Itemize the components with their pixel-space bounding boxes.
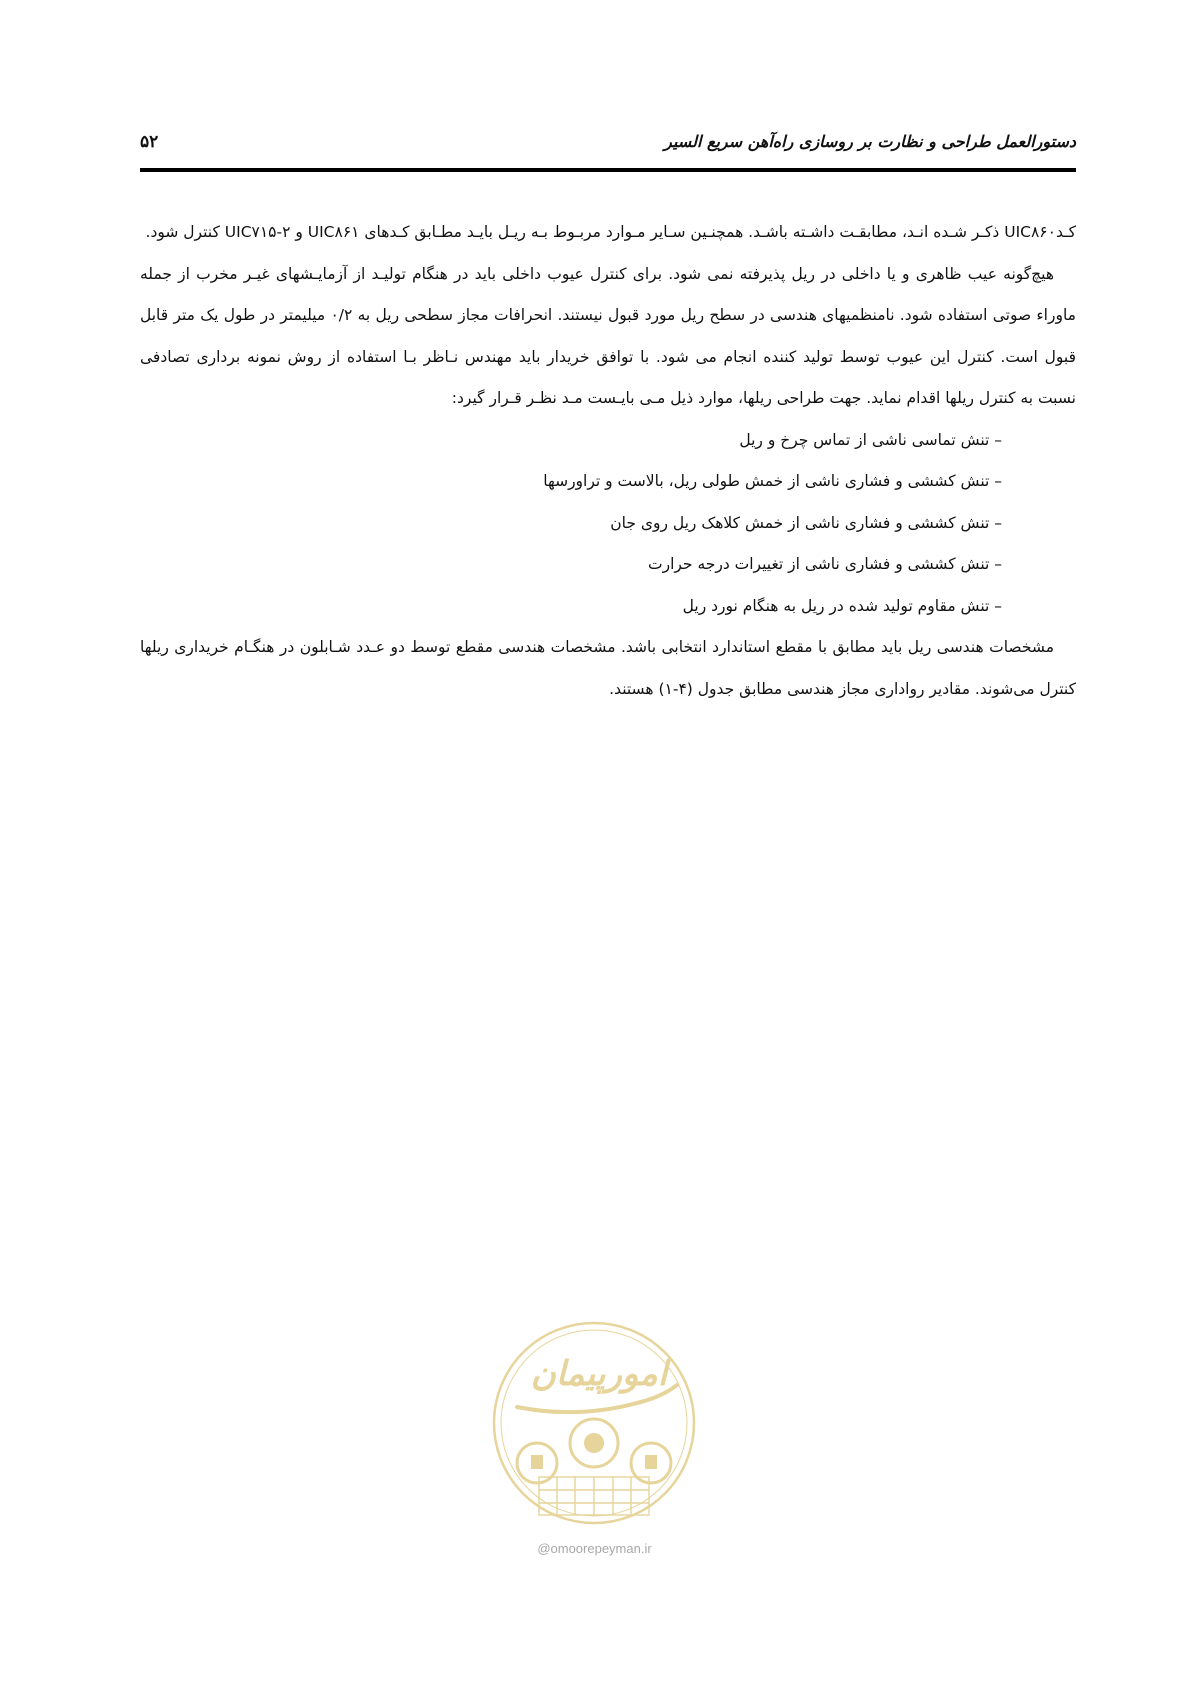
list-item: – تنش کششی و فشاری ناشی از خمش کلاهک ریل روی جان [610, 513, 1002, 532]
page-header [140, 128, 1076, 168]
watermark-url: @omoorepeyman.ir [537, 1541, 652, 1556]
running-title: دستورالعمل طراحی و نظارت بر روسازی راه‌آهن سریع السیر [664, 132, 1076, 151]
watermark [487, 1315, 702, 1555]
paragraph-uic-codes: کـدUIC۸۶۰ ذکـر شـده انـد، مطابقـت داشـته باشـد. همچنـین سـایر مـوارد مربـوط بـه ریـل بایـد مطـابق کـدهای UIC۸۶۱ و UIC۷۱۵-۲ کنترل شود. [145, 223, 1076, 241]
header-divider [140, 168, 1076, 172]
stress-list [140, 420, 1076, 628]
list-item: – تنش تماسی ناشی از تماس چرخ و ریل [739, 430, 1002, 449]
paragraph-rail-defects: هیچ‌گونه عیب ظاهری و یا داخلی در ریل پذیرفته نمی شود. برای کنترل عیوب داخلی باید در هنگام تولیـد از آزمایـشهای غیـر مخرب از جمله ماوراء صوتی استفاده شود. نامنظمیهای هندسی در سطح ریل مورد قبول نیستند. انحرافات مجاز سطحی ریل به ۰/۲ میلیمتر در طول یک متر قابل قبول است. کنترل این عیوب توسط تولید کننده انجام می شود. با توافق خریدار باید مهندس نـاظر بـا استفاده از روش نمونه برداری تصادفی نسبت به کنترل ریلها اقدام نماید. جهت طراحی ریلها، موارد ذیل مـی بایـست مـد نظـر قـرار گیرد: [140, 264, 1076, 407]
paragraph-geometry: مشخصات هندسی ریل باید مطابق با مقطع استاندارد انتخابی باشد. مشخصات هندسی مقطع توسط دو عـدد شـابلون در هنگـام خریداری ریلها کنترل می‌شوند. مقادیر رواداری مجاز هندسی مطابق جدول (۴-۱) هستند. [140, 638, 1076, 698]
watermark-logo-icon [487, 1315, 702, 1537]
watermark-logo-text: امورپیمان [530, 1354, 668, 1394]
list-item: – تنش مقاوم تولید شده در ریل به هنگام نورد ریل [682, 596, 1002, 615]
list-item: – تنش کششی و فشاری ناشی از خمش طولی ریل، بالاست و تراورسها [543, 472, 1002, 490]
list-item: – تنش کششی و فشاری ناشی از تغییرات درجه حرارت [648, 555, 1002, 573]
main-content [140, 212, 1076, 710]
page-number: ۵۲ [140, 132, 159, 152]
